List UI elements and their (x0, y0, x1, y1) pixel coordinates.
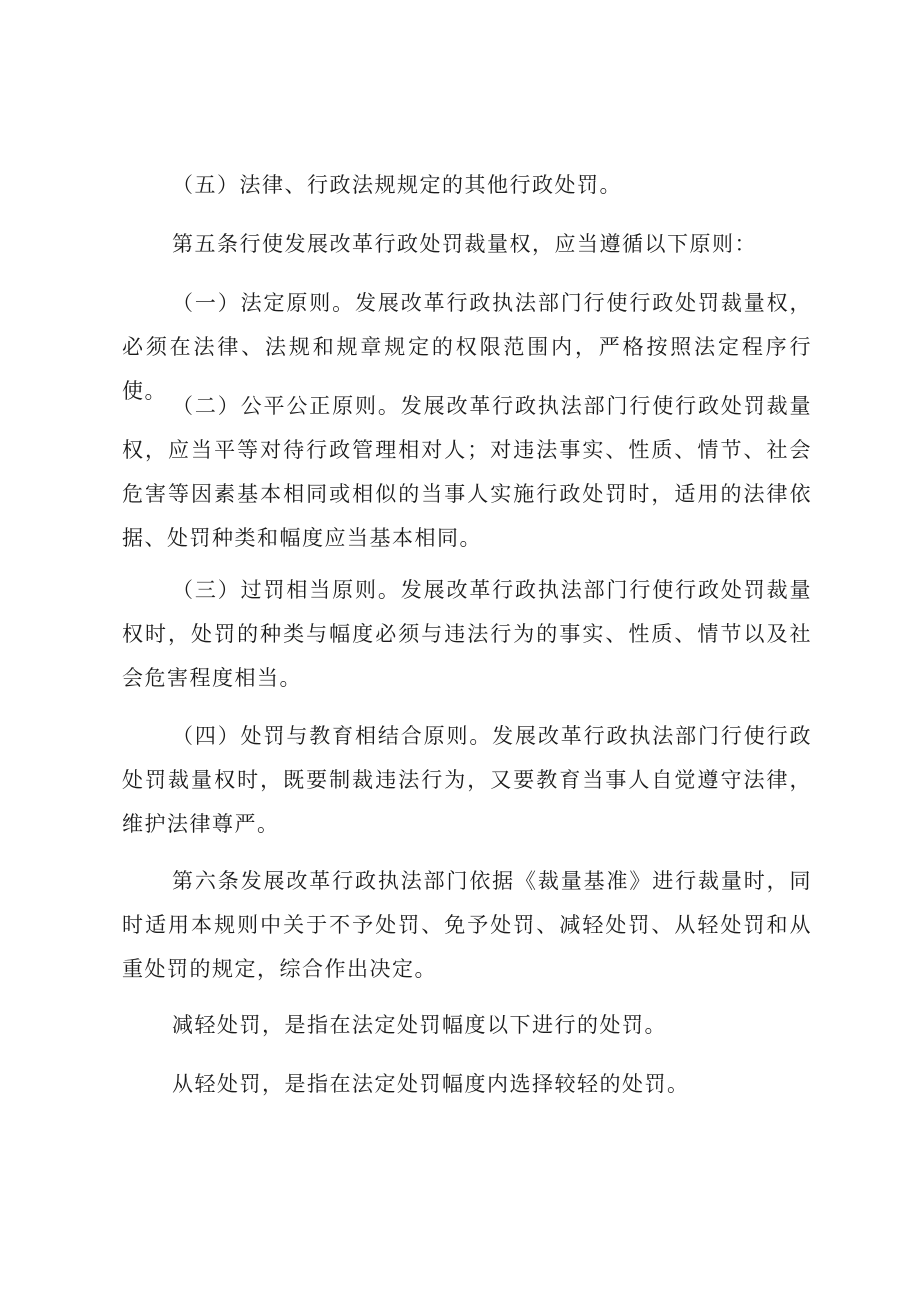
mitigated-penalty-definition: 减轻处罚，是指在法定处罚幅度以下进行的处罚。 (172, 1013, 667, 1037)
paragraph-item-5: （五）法律、行政法规规定的其他行政处罚。 (172, 173, 622, 197)
lighter-penalty-definition: 从轻处罚，是指在法定处罚幅度内选择较轻的处罚。 (172, 1072, 690, 1096)
principle-education: （四）处罚与教育相结合原则。发展改革行政执法部门行使行政处罚裁量权时，既要制裁违法行为，又要教育当事人自觉遵守法律，维护法律尊严。 (122, 724, 812, 836)
principle-proportionality: （三）过罚相当原则。发展改革行政执法部门行使行政处罚裁量权时，处罚的种类与幅度必须与违法行为的事实、性质、情节以及社会危害程度相当。 (122, 578, 812, 690)
principle-fairness: （二）公平公正原则。发展改革行政执法部门行使行政处罚裁量权，应当平等对待行政管理相对人；对违法事实、性质、情节、社会危害等因素基本相同或相似的当事人实施行政处罚时，适用的法律依据、处罚种类和幅度应当基本相同。 (122, 394, 812, 550)
principle-legality: （一）法定原则。发展改革行政执法部门行使行政处罚裁量权，必须在法律、法规和规章规定的权限范围内，严格按照法定程序行使。 (122, 291, 812, 403)
article-5-heading: 第五条行使发展改革行政处罚裁量权，应当遵循以下原则： (172, 232, 757, 256)
article-6-paragraph: 第六条发展改革行政执法部门依据《裁量基准》进行裁量时，同时适用本规则中关于不予处罚、免予处罚、减轻处罚、从轻处罚和从重处罚的规定，综合作出决定。 (122, 869, 812, 981)
